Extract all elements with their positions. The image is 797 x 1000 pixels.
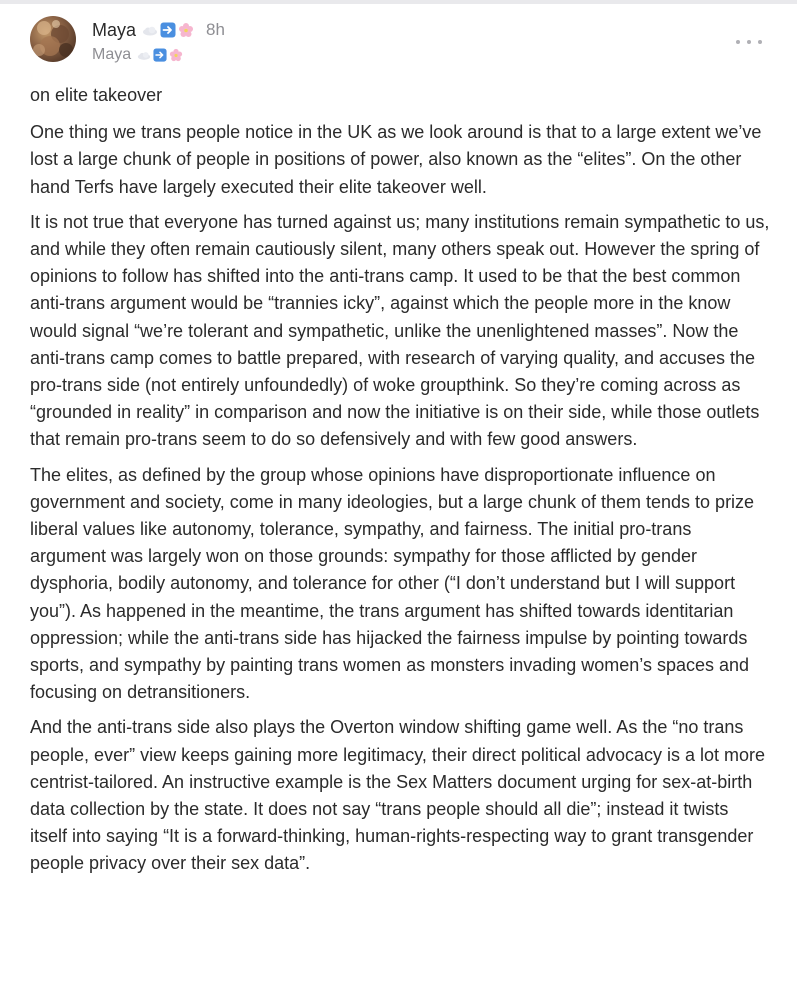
- post-header: [30, 14, 770, 66]
- author-name-row: [92, 18, 225, 42]
- ellipsis-icon: [747, 40, 751, 44]
- author-handle-row: [92, 45, 183, 65]
- cherry-blossom-emoji-icon: [178, 22, 194, 38]
- post-paragraph: And the anti-trans side also plays the Overton window shifting game well. As the “no trans people, ever” view keeps gaining more legitimacy, their direct political advocacy is a lot more centrist-tailored. An instructive example is the Sex Matters document urging for sex-at-birth data collection by the state. It does not say “trans people should all die”; instead it twists itself into saying “It is a forward-thinking, human-rights-respecting way to grant transgender people privacy over their sex data”.: [30, 717, 766, 874]
- author-display-name[interactable]: Maya: [92, 19, 137, 40]
- post-paragraph: It is not true that everyone has turned against us; many institutions remain sympathetic to us, and while they often remain cautiously silent, many others speak out. However the spring of opinions to follow has shifted into the anti-trans camp. It used to be that the best common anti-trans argument would be “trannies icky”, against which the people more in the know would signal “we’re tolerant and sympathetic, unlike the unenlightened masses”. Now the anti-trans camp comes to battle prepared, with research of varying quality, and accuses the pro-trans side (not entirely unfoundedly) of woke groupthink. So they’re coming across as “grounded in reality” in comparison and now the initiative is on their side, while those outlets that remain pro-trans seem to do so defensively and with few good answers.: [30, 211, 770, 450]
- handle-emojis: [137, 48, 183, 62]
- author-handle[interactable]: Maya: [92, 46, 132, 63]
- ellipsis-icon: [758, 40, 762, 44]
- cloud-emoji-icon: [142, 22, 158, 38]
- post-paragraph: One thing we trans people notice in the UK as we look around is that to a large extent we’ve lost a large chunk of people in positions of power, also known as the “elites”. On the other hand Terfs have largely executed their elite takeover well.: [30, 122, 762, 197]
- cloud-emoji-icon: [137, 48, 151, 62]
- name-emojis: [142, 22, 194, 38]
- more-options-button[interactable]: [736, 36, 762, 48]
- post-timestamp: 8h: [206, 20, 225, 39]
- post-title: on elite takeover: [30, 85, 163, 105]
- ellipsis-icon: [736, 40, 740, 44]
- top-divider: [0, 0, 797, 4]
- cherry-blossom-emoji-icon: [169, 48, 183, 62]
- post-body: [30, 82, 770, 886]
- right-arrow-emoji-icon: [153, 48, 167, 62]
- avatar[interactable]: [30, 16, 76, 62]
- right-arrow-emoji-icon: [160, 22, 176, 38]
- post-paragraph: The elites, as defined by the group whose opinions have disproportionate influence on government and society, come in many ideologies, but a large chunk of them tends to prize liberal values like autonomy, tolerance, sympathy, and fairness. The initial pro-trans argument was largely won on those grounds: sympathy for those afflicted by gender dysphoria, bodily autonomy, and tolerance for other (“I don’t understand but I will support you”). As happened in the meantime, the trans argument has shifted towards identitarian oppression; while the anti-trans side has hijacked the fairness impulse by pointing towards sports, and sympathy by painting trans women as monsters invading women’s spaces and focusing on detransitioners.: [30, 464, 755, 703]
